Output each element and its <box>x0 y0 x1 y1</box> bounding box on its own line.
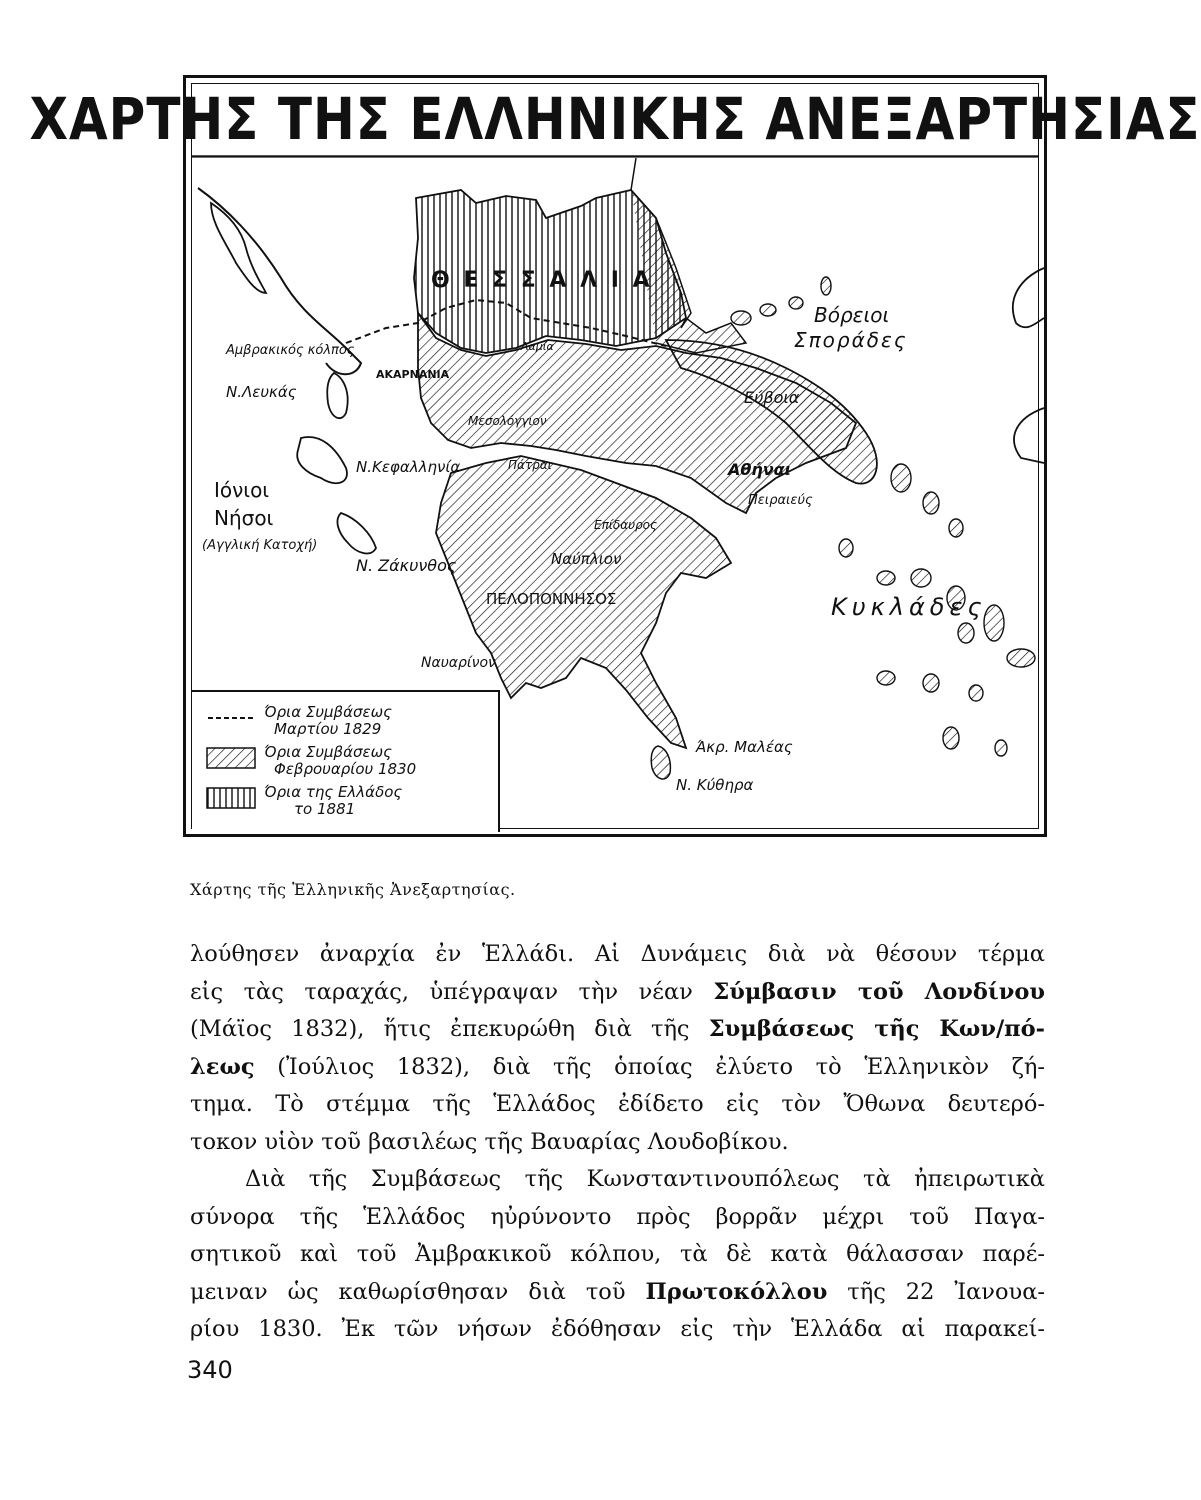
legend-1829-line2: Μαρτίου 1829 <box>274 720 382 738</box>
label-zakynthos: Ν. Ζάκυνθος <box>356 556 457 575</box>
label-athinai: Αθήναι <box>728 460 791 479</box>
legend-item-1830 <box>206 744 416 778</box>
page-number: 340 <box>187 1356 233 1384</box>
label-epidavros: Επίδαυρος <box>594 518 658 532</box>
label-patrai: Πάτραι <box>508 458 552 472</box>
kythira-island <box>651 746 670 779</box>
paragraph-line: λεως (Ἰούλιος 1832), διὰ τῆς ὁποίας ἐλύετο τὸ Ἑλληνικὸν ζή- <box>190 1053 1045 1080</box>
asia-minor-coast <box>1013 268 1044 463</box>
paragraph-line: τοκον υἱὸν τοῦ βασιλέως τῆς Βαυαρίας Λουδοβίκου. <box>190 1128 789 1155</box>
diagonal-hatch-symbol <box>206 747 256 769</box>
label-maleas: Άκρ. Μαλέας <box>696 738 793 756</box>
map-title: ΧΑΡΤΗΣ ΤΗΣ ΕΛΛΗΝΙΚΗΣ ΑΝΕΞΑΡΤΗΣΙΑΣ <box>192 84 1038 158</box>
legend-1881-line1: Όρια της Ελλάδος <box>264 783 403 801</box>
legend-1830-line2: Φεβρουαρίου 1830 <box>274 760 417 778</box>
label-amvrakikos: Αμβρακικός κόλπος <box>226 343 355 358</box>
label-kythira: Ν. Κύθηρα <box>676 776 754 794</box>
label-nisoi: Νήσοι <box>214 506 274 530</box>
label-mesolongion: Μεσολόγγιον <box>468 414 547 428</box>
paragraph-line: ρίου 1830. Ἐκ τῶν νήσων ἐδόθησαν εἰς τὴν Ἑλλάδα αἱ παρακεί- <box>190 1316 1045 1342</box>
legend-item-1881 <box>206 784 402 818</box>
label-lamia: Λαμία <box>521 340 554 353</box>
label-kefallinia: Ν.Κεφαλληνία <box>356 458 461 476</box>
label-lefkas: Ν.Λευκάς <box>226 383 297 401</box>
label-sporades: Σποράδες <box>794 328 908 352</box>
label-peloponnisos: ΠΕΛΟΠΟΝΝΗΣΟΣ <box>486 590 617 608</box>
label-nafplion: Ναύπλιον <box>551 550 622 568</box>
label-akarnania: ΑΚΑΡΝΑΝΙΑ <box>376 368 450 381</box>
label-kyklades: Κυκλάδες <box>831 593 987 621</box>
legend-1830-line1: Όρια Συμβάσεως <box>264 743 392 761</box>
paragraph-line: τημα. Τὸ στέμμα τῆς Ἑλλάδος ἐδίδετο εἰς τὸν Ὄθωνα δευτερό- <box>190 1091 1045 1117</box>
bold-term-protokollou: Πρωτοκόλλου <box>645 1278 828 1305</box>
zakynthos-island <box>337 513 376 553</box>
label-evvoia: Εύβοια <box>744 388 800 407</box>
body-text <box>190 936 1045 1349</box>
legend-item-1829 <box>206 704 392 738</box>
vertical-hatch-symbol <box>206 787 256 809</box>
bold-term-london: Σύμβασιν τοῦ Λονδίνου <box>713 978 1045 1005</box>
figure-caption: Χάρτης τῆς Ἑλληνικῆς Ἀνεξαρτησίας. <box>190 880 516 899</box>
label-voreioi: Βόρειοι <box>814 303 890 327</box>
label-ionioi: Ιόνιοι <box>214 478 270 502</box>
north-border-line <box>631 158 636 190</box>
label-thessalia: Θ Ε Σ Σ Α Λ Ι Α <box>431 268 653 293</box>
paragraph-line: λούθησεν ἀναρχία ἐν Ἑλλάδι. Αἱ Δυνάμεις διὰ νὰ θέσουν τέρμα <box>190 941 1045 967</box>
kefalonia-island <box>297 437 347 483</box>
lefkada-island <box>327 373 347 418</box>
legend-1829-line1: Όρια Συμβάσεως <box>264 703 392 721</box>
paragraph-line: σύνορα τῆς Ἑλλάδος ηὐρύνοντο πρὸς βορρᾶν μέχρι τοῦ Παγα- <box>190 1203 1045 1230</box>
map-figure <box>29 75 1201 837</box>
label-angliki-katochi: (Αγγλική Κατοχή) <box>202 538 318 553</box>
legend-1881-line2: το 1881 <box>294 800 356 818</box>
paragraph-line: μειναν ὡς καθωρίσθησαν διὰ τοῦ Πρωτοκόλλου τῆς 22 Ἰανουα- <box>190 1278 1045 1305</box>
corfu-island <box>211 203 266 293</box>
paragraph-line: εἰς τὰς ταραχάς, ὑπέγραψαν τὴν νέαν Σύμβασιν τοῦ Λονδίνου <box>190 978 1045 1005</box>
paragraph-line: (Μάϊος 1832), ἥτις ἐπεκυρώθη διὰ τῆς Συμβάσεως τῆς Κων/πό- <box>190 1016 1045 1042</box>
paragraph-line: Διὰ τῆς Συμβάσεως τῆς Κωνσταντινουπόλεως τὰ ἠπειρωτικὰ <box>245 1166 1045 1192</box>
bold-term-konpolis: Συμβάσεως τῆς Κων/πό- <box>708 1016 1045 1042</box>
dashed-line-symbol <box>206 707 256 729</box>
map-legend <box>192 690 500 832</box>
paragraph-line: σητικοῦ καὶ τοῦ Ἀμβρακικοῦ κόλπου, τὰ δὲ κατὰ θάλασσαν παρέ- <box>190 1241 1045 1267</box>
label-navarinon: Ναυαρίνον <box>421 655 496 671</box>
label-peiraieus: Πειραιεύς <box>748 493 813 508</box>
